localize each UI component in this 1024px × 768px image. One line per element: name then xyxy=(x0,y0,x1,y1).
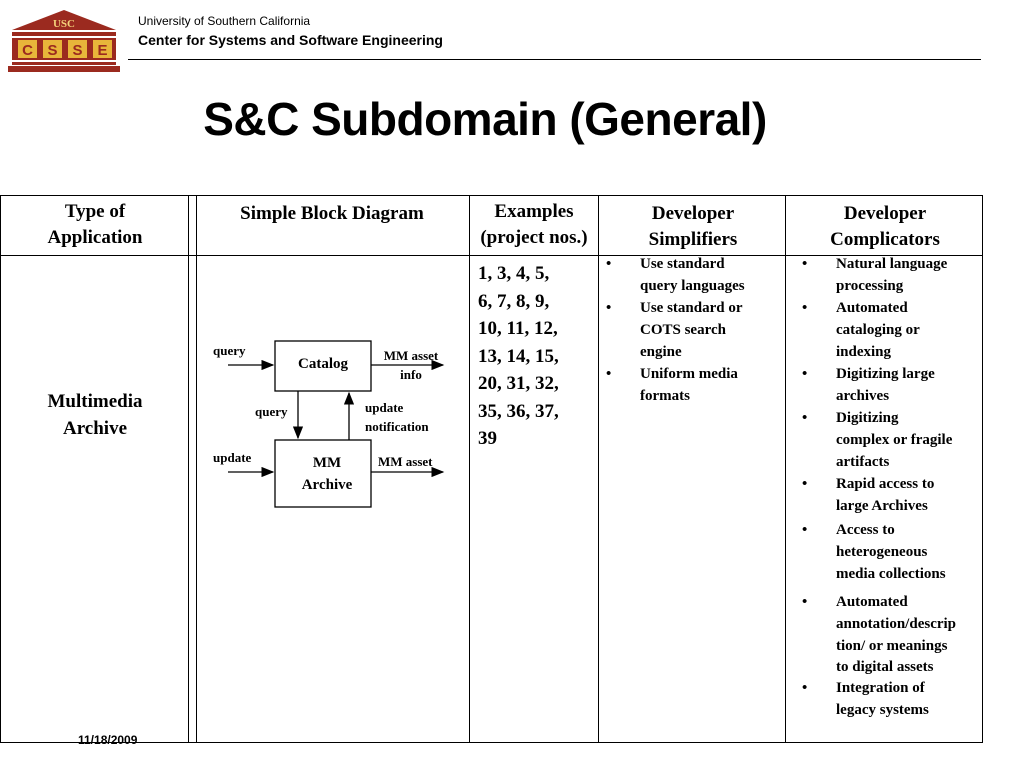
col-border xyxy=(598,195,599,743)
bullet-text: Automated xyxy=(836,594,908,610)
header-type-of-application xyxy=(10,199,180,251)
archive-label: Archive xyxy=(301,477,353,493)
bullet-text: complex or fragile xyxy=(836,431,953,448)
col-border xyxy=(188,195,189,743)
example-line: 39 xyxy=(478,428,497,449)
bullet-text: heterogeneous xyxy=(836,543,928,560)
bullet-item xyxy=(606,254,745,298)
logo-letter: S xyxy=(47,42,58,59)
bullet-item xyxy=(802,678,929,722)
bullet-text: Digitizing large xyxy=(836,366,935,382)
bullet-dot-icon: • xyxy=(802,522,808,538)
header-line: Complicators xyxy=(830,229,940,250)
bullet-dot-icon: • xyxy=(802,594,808,610)
bullet-text: indexing xyxy=(836,343,892,360)
asset-info-label: info xyxy=(400,367,422,382)
example-line: 35, 36, 37, xyxy=(478,400,559,422)
header-line: Examples xyxy=(494,201,574,222)
bullet-text: Rapid access to xyxy=(836,476,935,492)
header-simple-block-diagram: Simple Block Diagram xyxy=(240,203,424,224)
bullet-dot-icon: • xyxy=(606,366,612,382)
logo-letter: S xyxy=(72,42,83,59)
bullet-item xyxy=(802,298,920,363)
cell-line: Archive xyxy=(62,418,128,439)
bullet-text: formats xyxy=(640,387,690,404)
bullet-text: Natural language xyxy=(836,256,948,272)
header-line: Developer xyxy=(651,203,735,224)
bullet-item xyxy=(606,364,738,408)
example-line: 6, 7, 8, 9, xyxy=(478,290,550,312)
bullet-text: tion/ or meanings xyxy=(836,637,948,654)
bullet-text: Digitizing xyxy=(836,410,899,426)
col-border xyxy=(196,195,197,743)
bullet-dot-icon: • xyxy=(802,680,808,696)
bullet-text: Use standard or xyxy=(640,300,743,316)
update-in-label: update xyxy=(213,450,252,465)
header-line: (project nos.) xyxy=(480,227,588,248)
cell-examples xyxy=(478,260,559,453)
bullet-text: media collections xyxy=(836,565,946,582)
example-line: 13, 14, 15, xyxy=(478,345,559,367)
col-border xyxy=(785,195,786,743)
query-down-label: query xyxy=(255,404,288,419)
col-border xyxy=(982,195,983,743)
cell-line: Multimedia xyxy=(47,391,143,412)
logo-letter: E xyxy=(97,42,108,59)
bullet-text: to digital assets xyxy=(836,659,934,676)
example-line: 20, 31, 32, xyxy=(478,373,559,394)
header-developer-complicators xyxy=(788,201,982,253)
bullet-text: engine xyxy=(640,343,682,360)
header-line: Application xyxy=(47,227,143,248)
bullet-text: Uniform media xyxy=(640,366,738,382)
bullet-item xyxy=(606,298,743,363)
bullet-text: cataloging or xyxy=(836,321,920,338)
bullet-dot-icon: • xyxy=(802,476,808,492)
bullet-item xyxy=(802,408,952,473)
bullet-dot-icon: • xyxy=(802,410,808,426)
header-examples xyxy=(469,199,599,251)
example-line: 10, 11, 12, xyxy=(478,318,558,339)
header-line: Simplifiers xyxy=(648,229,738,250)
bullet-text: processing xyxy=(836,277,904,294)
bullet-item xyxy=(802,592,956,679)
bullet-dot-icon: • xyxy=(802,366,808,382)
header-divider xyxy=(128,59,981,60)
bullet-item xyxy=(802,474,934,518)
bullet-item xyxy=(802,364,935,408)
bullet-text: query languages xyxy=(640,277,745,294)
archive-box xyxy=(275,440,371,507)
bullet-text: legacy systems xyxy=(836,701,929,718)
csse-logo xyxy=(8,8,120,74)
bullet-item xyxy=(802,520,946,585)
bullet-dot-icon: • xyxy=(606,256,612,272)
bullet-text: Integration of xyxy=(836,680,925,696)
table-bottom-border xyxy=(0,742,983,743)
bullet-dot-icon: • xyxy=(802,300,808,316)
bullet-text: archives xyxy=(836,387,890,404)
header-developer-simplifiers xyxy=(600,201,786,253)
asset-out-label: MM asset xyxy=(378,454,433,469)
bullet-text: artifacts xyxy=(836,453,890,470)
update-notification-label: notification xyxy=(365,419,429,434)
bullet-dot-icon: • xyxy=(606,300,612,316)
logo-usc-text: USC xyxy=(52,18,76,30)
query-in-label: query xyxy=(213,343,246,358)
bullet-text: large Archives xyxy=(836,497,928,514)
bullet-text: Access to xyxy=(836,522,895,538)
footer-date: 11/18/2009 xyxy=(78,733,138,747)
asset-info-label: MM asset xyxy=(383,348,439,363)
block-diagram xyxy=(200,335,460,525)
bullet-dot-icon: • xyxy=(802,256,808,272)
example-line: 1, 3, 4, 5, xyxy=(478,263,550,284)
slide-title: S&C Subdomain (General) xyxy=(203,93,767,145)
logo-letter: C xyxy=(22,42,33,59)
col-border xyxy=(0,195,1,743)
bullet-item xyxy=(802,254,947,298)
bullet-text: COTS search xyxy=(640,321,726,338)
bullet-text: Automated xyxy=(836,300,908,316)
cell-application-type xyxy=(10,388,180,442)
header-line: Type of xyxy=(64,201,126,222)
bullet-text: annotation/descrip xyxy=(836,615,957,632)
bullet-text: Use standard xyxy=(640,256,725,272)
archive-label: MM xyxy=(312,455,342,471)
table-top-border xyxy=(0,195,983,196)
col-border xyxy=(469,195,470,743)
header-line: Developer xyxy=(843,203,927,224)
center-name: Center for Systems and Software Engineering xyxy=(138,32,443,48)
catalog-label: Catalog xyxy=(298,356,348,372)
update-notification-label: update xyxy=(365,400,404,415)
university-name: University of Southern California xyxy=(138,14,311,28)
